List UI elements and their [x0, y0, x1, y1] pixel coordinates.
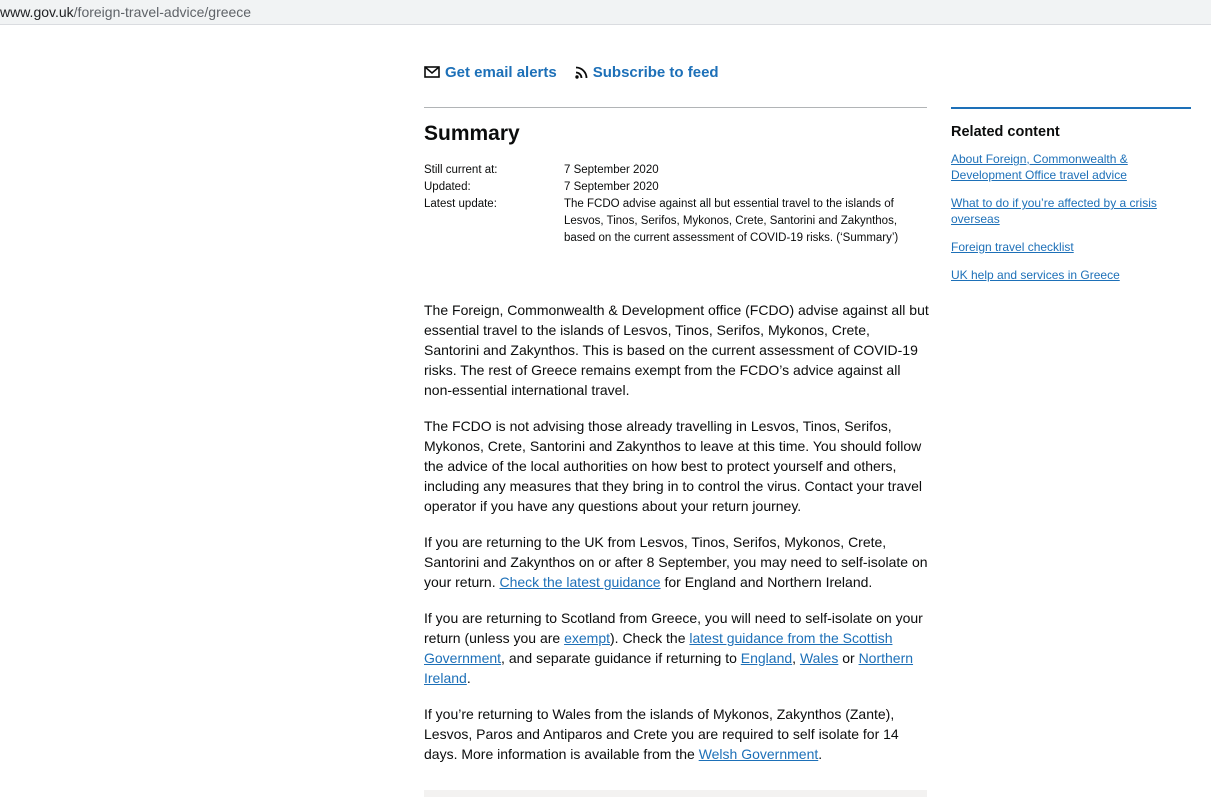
- related-link-about-fcdo-travel-advice[interactable]: About Foreign, Commonwealth & Development Office travel advice: [951, 152, 1128, 182]
- paragraph-text: , and separate guidance if returning to: [501, 650, 741, 666]
- england-link[interactable]: England: [740, 650, 793, 666]
- exempt-link[interactable]: exempt: [564, 630, 610, 646]
- latest-update-row: [424, 196, 927, 247]
- list-item: [951, 239, 1191, 255]
- get-email-alerts-link[interactable]: [424, 64, 557, 81]
- related-link-crisis-overseas[interactable]: What to do if you’re affected by a crisis overseas: [951, 196, 1157, 226]
- paragraph-text: If you’re returning to Wales from the islands of Mykonos, Zakynthos (Zante), Lesvos, Paros and Antiparos and Crete you are required to self isolate for 14 days. More information is available from the: [424, 706, 899, 762]
- paragraph-text: or: [838, 650, 859, 666]
- page-title: Summary: [424, 122, 520, 145]
- northern-ireland-link[interactable]: Northern Ireland: [424, 650, 914, 686]
- paragraph-text: If you are returning to the UK from Lesvos, Tinos, Serifos, Mykonos, Crete, Santorini and Zakynthos on or after 8 September, you may need to self-isolate on your return.: [424, 534, 928, 590]
- envelope-icon: [424, 66, 440, 78]
- browser-address-bar[interactable]: [0, 0, 1211, 25]
- get-email-alerts-label: Get email alerts: [445, 63, 557, 81]
- still-current-label: Still current at:: [424, 164, 498, 176]
- list-item: [951, 151, 1191, 183]
- scottish-government-guidance-link[interactable]: latest guidance from the Scottish Government: [424, 630, 893, 666]
- next-section-box: [424, 790, 927, 797]
- summary-body: [424, 300, 929, 780]
- paragraph-returning-uk: [424, 532, 929, 592]
- subscribe-to-feed-link[interactable]: [575, 64, 719, 81]
- paragraph-text: .: [466, 670, 471, 686]
- paragraph-already-travelling: The FCDO is not advising those already travelling in Lesvos, Tinos, Serifos, Mykonos, Crete, Santorini and Zakynthos to leave at this time. You should follow the advice of the local authorities on how best to protect yourself and others, including any measures that they bring in to control the virus. Contact your travel operator if you have any questions about your return journey.: [424, 418, 923, 514]
- paragraph-text: for England and Northern Ireland.: [660, 574, 873, 590]
- paragraph-returning-wales: [424, 704, 929, 764]
- updated-label: Updated:: [424, 181, 471, 193]
- welsh-government-link[interactable]: Welsh Government: [698, 746, 819, 762]
- section-divider: [424, 107, 927, 108]
- paragraph-fcdo-advice: The Foreign, Commonwealth & Development office (FCDO) advise against all but essential travel to the islands of Lesvos, Tinos, Serifos, Mykonos, Crete, Santorini and Zakynthos. This is based on the current assessment of COVID-19 risks. The rest of Greece remains exempt from the FCDO’s advice against all non-essential international travel.: [424, 302, 929, 398]
- list-item: [951, 267, 1191, 283]
- updated-row: [424, 179, 927, 196]
- check-latest-guidance-link[interactable]: Check the latest guidance: [499, 574, 661, 590]
- paragraph-returning-scotland: [424, 608, 929, 688]
- related-content-sidebar: [951, 107, 1191, 295]
- still-current-row: [424, 162, 927, 179]
- paragraph-text: ). Check the: [610, 630, 690, 646]
- updated-value: 7 September 2020: [564, 181, 659, 193]
- list-item: [951, 195, 1191, 227]
- subscription-links: [424, 62, 737, 82]
- paragraph-text: ,: [792, 650, 800, 666]
- address-bar-url[interactable]: [0, 4, 251, 20]
- paragraph-text: .: [818, 746, 823, 762]
- related-link-travel-checklist[interactable]: Foreign travel checklist: [951, 240, 1074, 254]
- url-path: /foreign-travel-advice/greece: [73, 4, 252, 20]
- rss-feed-icon: [575, 66, 588, 79]
- subscribe-to-feed-label: Subscribe to feed: [592, 63, 719, 81]
- latest-update-label: Latest update:: [424, 198, 497, 210]
- wales-link[interactable]: Wales: [799, 650, 839, 666]
- related-content-list: [951, 151, 1191, 283]
- still-current-value: 7 September 2020: [564, 164, 659, 176]
- related-link-uk-help-greece[interactable]: UK help and services in Greece: [951, 268, 1120, 282]
- url-host: www.gov.uk: [0, 4, 74, 20]
- update-metadata: [424, 162, 927, 247]
- paragraph-text: If you are returning to Scotland from Greece, you will need to self-isolate on your return (unless you are: [424, 610, 923, 646]
- related-content-title: Related content: [951, 124, 1060, 140]
- latest-update-value: The FCDO advise against all but essential travel to the islands of Lesvos, Tinos, Serifos, Mykonos, Crete, Santorini and Zakynthos, based on the current assessment of COVID-19 risks. (‘Summary’): [564, 198, 899, 244]
